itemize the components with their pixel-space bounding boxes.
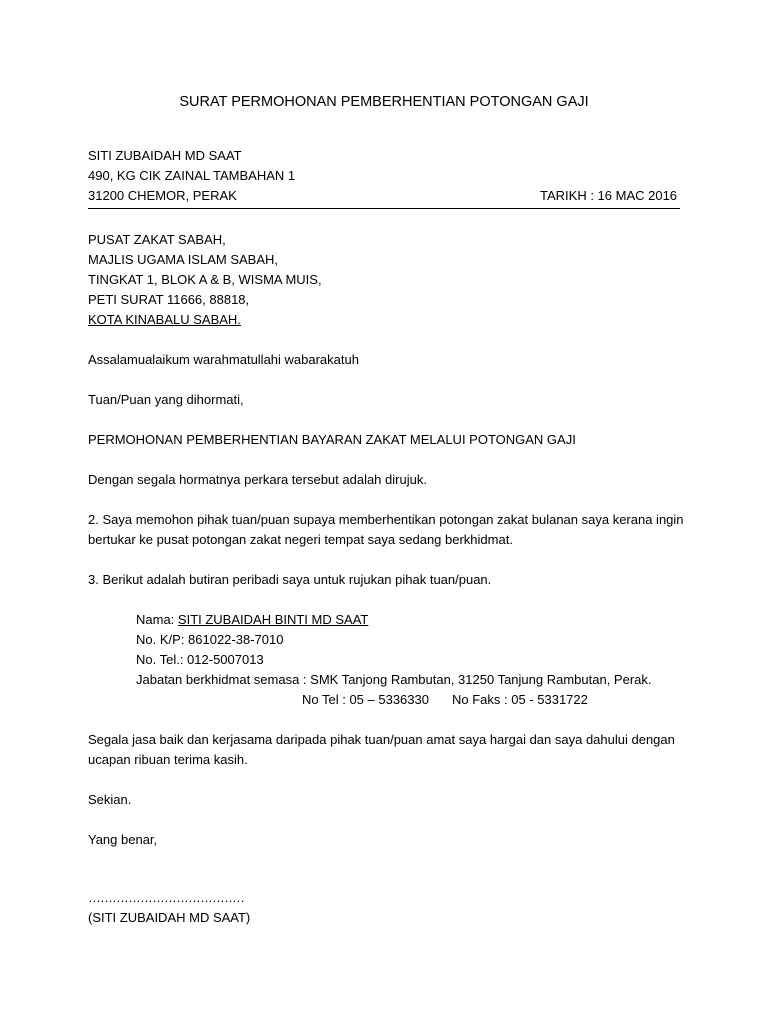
sender-address-line2: 31200 CHEMOR, PERAK xyxy=(88,188,237,203)
detail-name-value: SITI ZUBAIDAH BINTI MD SAAT xyxy=(177,612,369,627)
sender-address-line1: 490, KG CIK ZAINAL TAMBAHAN 1 xyxy=(88,168,296,183)
recipient-line2: MAJLIS UGAMA ISLAM SABAH, xyxy=(88,252,278,267)
sender-name: SITI ZUBAIDAH MD SAAT xyxy=(88,148,242,163)
recipient-line3: TINGKAT 1, BLOK A & B, WISMA MUIS, xyxy=(88,272,322,287)
paragraph-1: Dengan segala hormatnya perkara tersebut adalah dirujuk. xyxy=(88,472,427,487)
yang-benar: Yang benar, xyxy=(88,832,158,847)
letter-title: SURAT PERMOHONAN PEMBERHENTIAN POTONGAN GAJI xyxy=(179,94,589,110)
closing-line2: ucapan ribuan terima kasih. xyxy=(88,752,248,767)
subject-line: PERMOHONAN PEMBERHENTIAN BAYARAN ZAKAT MELALUI POTONGAN GAJI xyxy=(88,432,576,447)
recipient-line4: PETI SURAT 11666, 88818, xyxy=(88,292,250,307)
detail-department: Jabatan berkhidmat semasa : SMK Tanjong Rambutan, 31250 Tanjung Rambutan, Perak. xyxy=(136,672,652,687)
recipient-line5: KOTA KINABALU SABAH. xyxy=(88,312,241,327)
signature-name: (SITI ZUBAIDAH MD SAAT) xyxy=(88,910,251,925)
detail-office-tel: No Tel : 05 – 5336330 xyxy=(302,692,429,707)
detail-office-fax: No Faks : 05 - 5331722 xyxy=(452,692,588,707)
detail-name xyxy=(136,612,368,628)
letter-date: TARIKH : 16 MAC 2016 xyxy=(540,188,678,203)
closing-line1: Segala jasa baik dan kerjasama daripada pihak tuan/puan amat saya hargai dan saya dahului dengan xyxy=(88,732,675,747)
paragraph-2-line2: bertukar ke pusat potongan zakat negeri tempat saya sedang berkhidmat. xyxy=(88,532,513,547)
recipient-line1: PUSAT ZAKAT SABAH, xyxy=(88,232,226,247)
header-divider xyxy=(88,208,680,209)
greeting: Assalamualaikum warahmatullahi wabarakatuh xyxy=(88,352,359,367)
sekian: Sekian. xyxy=(88,792,132,807)
paragraph-3: 3. Berikut adalah butiran peribadi saya untuk rujukan pihak tuan/puan. xyxy=(88,572,492,587)
paragraph-2-line1: 2. Saya memohon pihak tuan/puan supaya memberhentikan potongan zakat bulanan saya kerana ingin xyxy=(88,512,684,527)
salutation: Tuan/Puan yang dihormati, xyxy=(88,392,244,407)
detail-name-label: Nama: xyxy=(136,612,178,627)
detail-ic-number: No. K/P: 861022-38-7010 xyxy=(136,632,284,647)
signature-line: ………………………………… xyxy=(88,890,244,905)
detail-phone: No. Tel.: 012-5007013 xyxy=(136,652,264,667)
